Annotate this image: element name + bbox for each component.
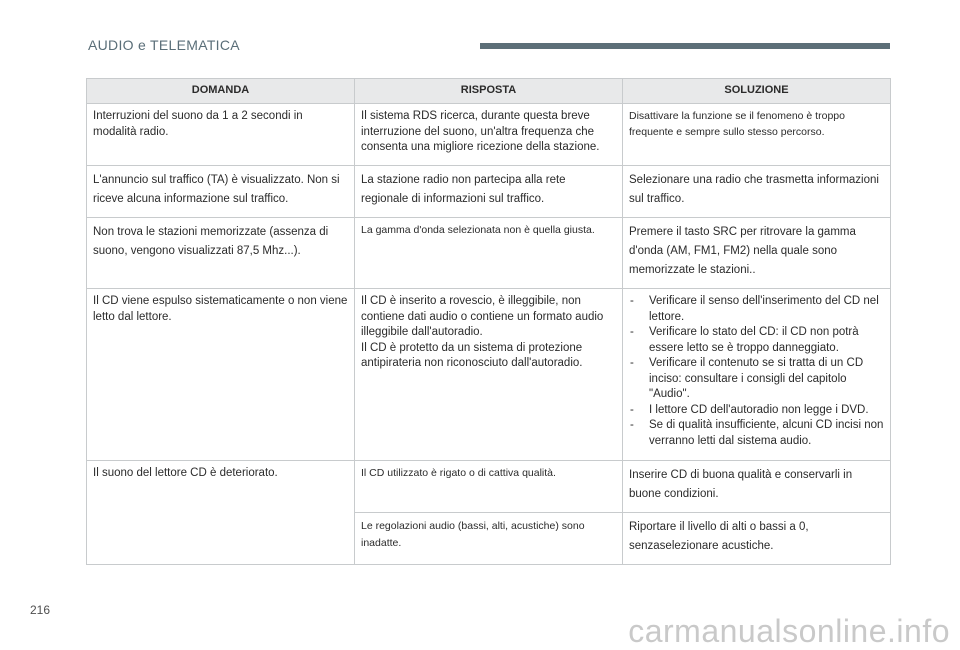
solution-list-item: - Verificare lo stato del CD: il CD non potrà essere letto se è troppo danneggiato. bbox=[629, 325, 884, 356]
answer-cell: La stazione radio non partecipa alla rete regionale di informazioni sul traffico. bbox=[355, 166, 623, 218]
column-header-domanda: DOMANDA bbox=[87, 79, 355, 104]
answer-cell bbox=[355, 289, 623, 461]
solution-list bbox=[629, 294, 884, 449]
answer-cell: Il CD utilizzato è rigato o di cattiva qualità. bbox=[355, 461, 623, 513]
table-row bbox=[87, 104, 891, 166]
answer-cell: Il sistema RDS ricerca, durante questa breve interruzione del suono, un'altra frequenza che consenta una migliore ricezione della stazione. bbox=[355, 104, 623, 166]
solution-cell: Riportare il livello di alti o bassi a 0, senzaselezionare acustiche. bbox=[623, 513, 891, 565]
solution-cell: Selezionare una radio che trasmetta informazioni sul traffico. bbox=[623, 166, 891, 218]
solution-list-item: - I lettore CD dell'autoradio non legge i DVD. bbox=[629, 403, 884, 419]
page-number: 216 bbox=[30, 603, 51, 617]
answer-line: Il CD è inserito a rovescio, è illeggibile, non contiene dati audio o contiene un formato audio illeggibile dall'autoradio. bbox=[361, 295, 604, 338]
question-cell: L'annuncio sul traffico (TA) è visualizzato. Non si riceve alcuna informazione sul traffico. bbox=[87, 166, 355, 218]
solution-list-item: - Se di qualità insufficiente, alcuni CD incisi non verranno letti dal sistema audio. bbox=[629, 418, 884, 449]
answer-cell: Le regolazioni audio (bassi, alti, acustiche) sono inadatte. bbox=[355, 513, 623, 565]
answer-line: Il CD è protetto da un sistema di protezione antipirateria non riconosciuto dall'autoradio. bbox=[361, 341, 583, 369]
section-title: AUDIO e TELEMATICA bbox=[88, 37, 240, 53]
table-row bbox=[87, 218, 891, 289]
solution-cell: Disattivare la funzione se il fenomeno è troppo frequente e sempre sullo stesso percorso. bbox=[623, 104, 891, 166]
question-cell: Il suono del lettore CD è deteriorato. bbox=[87, 461, 355, 565]
column-header-risposta: RISPOSTA bbox=[355, 79, 623, 104]
solution-list-item: - Verificare il contenuto se si tratta di un CD inciso: consultare i consigli del capitolo "Audio". bbox=[629, 356, 884, 403]
solution-cell bbox=[623, 289, 891, 461]
solution-list-item: - Verificare il senso dell'inserimento del CD nel lettore. bbox=[629, 294, 884, 325]
solution-cell: Premere il tasto SRC per ritrovare la gamma d'onda (AM, FM1, FM2) nella quale sono memorizzate le stazioni.. bbox=[623, 218, 891, 289]
troubleshooting-table bbox=[86, 78, 891, 565]
table-header-row bbox=[87, 79, 891, 104]
table-row bbox=[87, 166, 891, 218]
table-row bbox=[87, 289, 891, 461]
question-cell: Non trova le stazioni memorizzate (assenza di suono, vengono visualizzati 87,5 Mhz...). bbox=[87, 218, 355, 289]
column-header-soluzione: SOLUZIONE bbox=[623, 79, 891, 104]
question-cell: Interruzioni del suono da 1 a 2 secondi in modalità radio. bbox=[87, 104, 355, 166]
question-cell: Il CD viene espulso sistematicamente o non viene letto dal lettore. bbox=[87, 289, 355, 461]
table-row bbox=[87, 461, 891, 513]
solution-cell: Inserire CD di buona qualità e conservarli in buone condizioni. bbox=[623, 461, 891, 513]
answer-cell: La gamma d'onda selezionata non è quella giusta. bbox=[355, 218, 623, 289]
header-bar bbox=[480, 43, 890, 49]
watermark: carmanualsonline.info bbox=[628, 613, 950, 649]
